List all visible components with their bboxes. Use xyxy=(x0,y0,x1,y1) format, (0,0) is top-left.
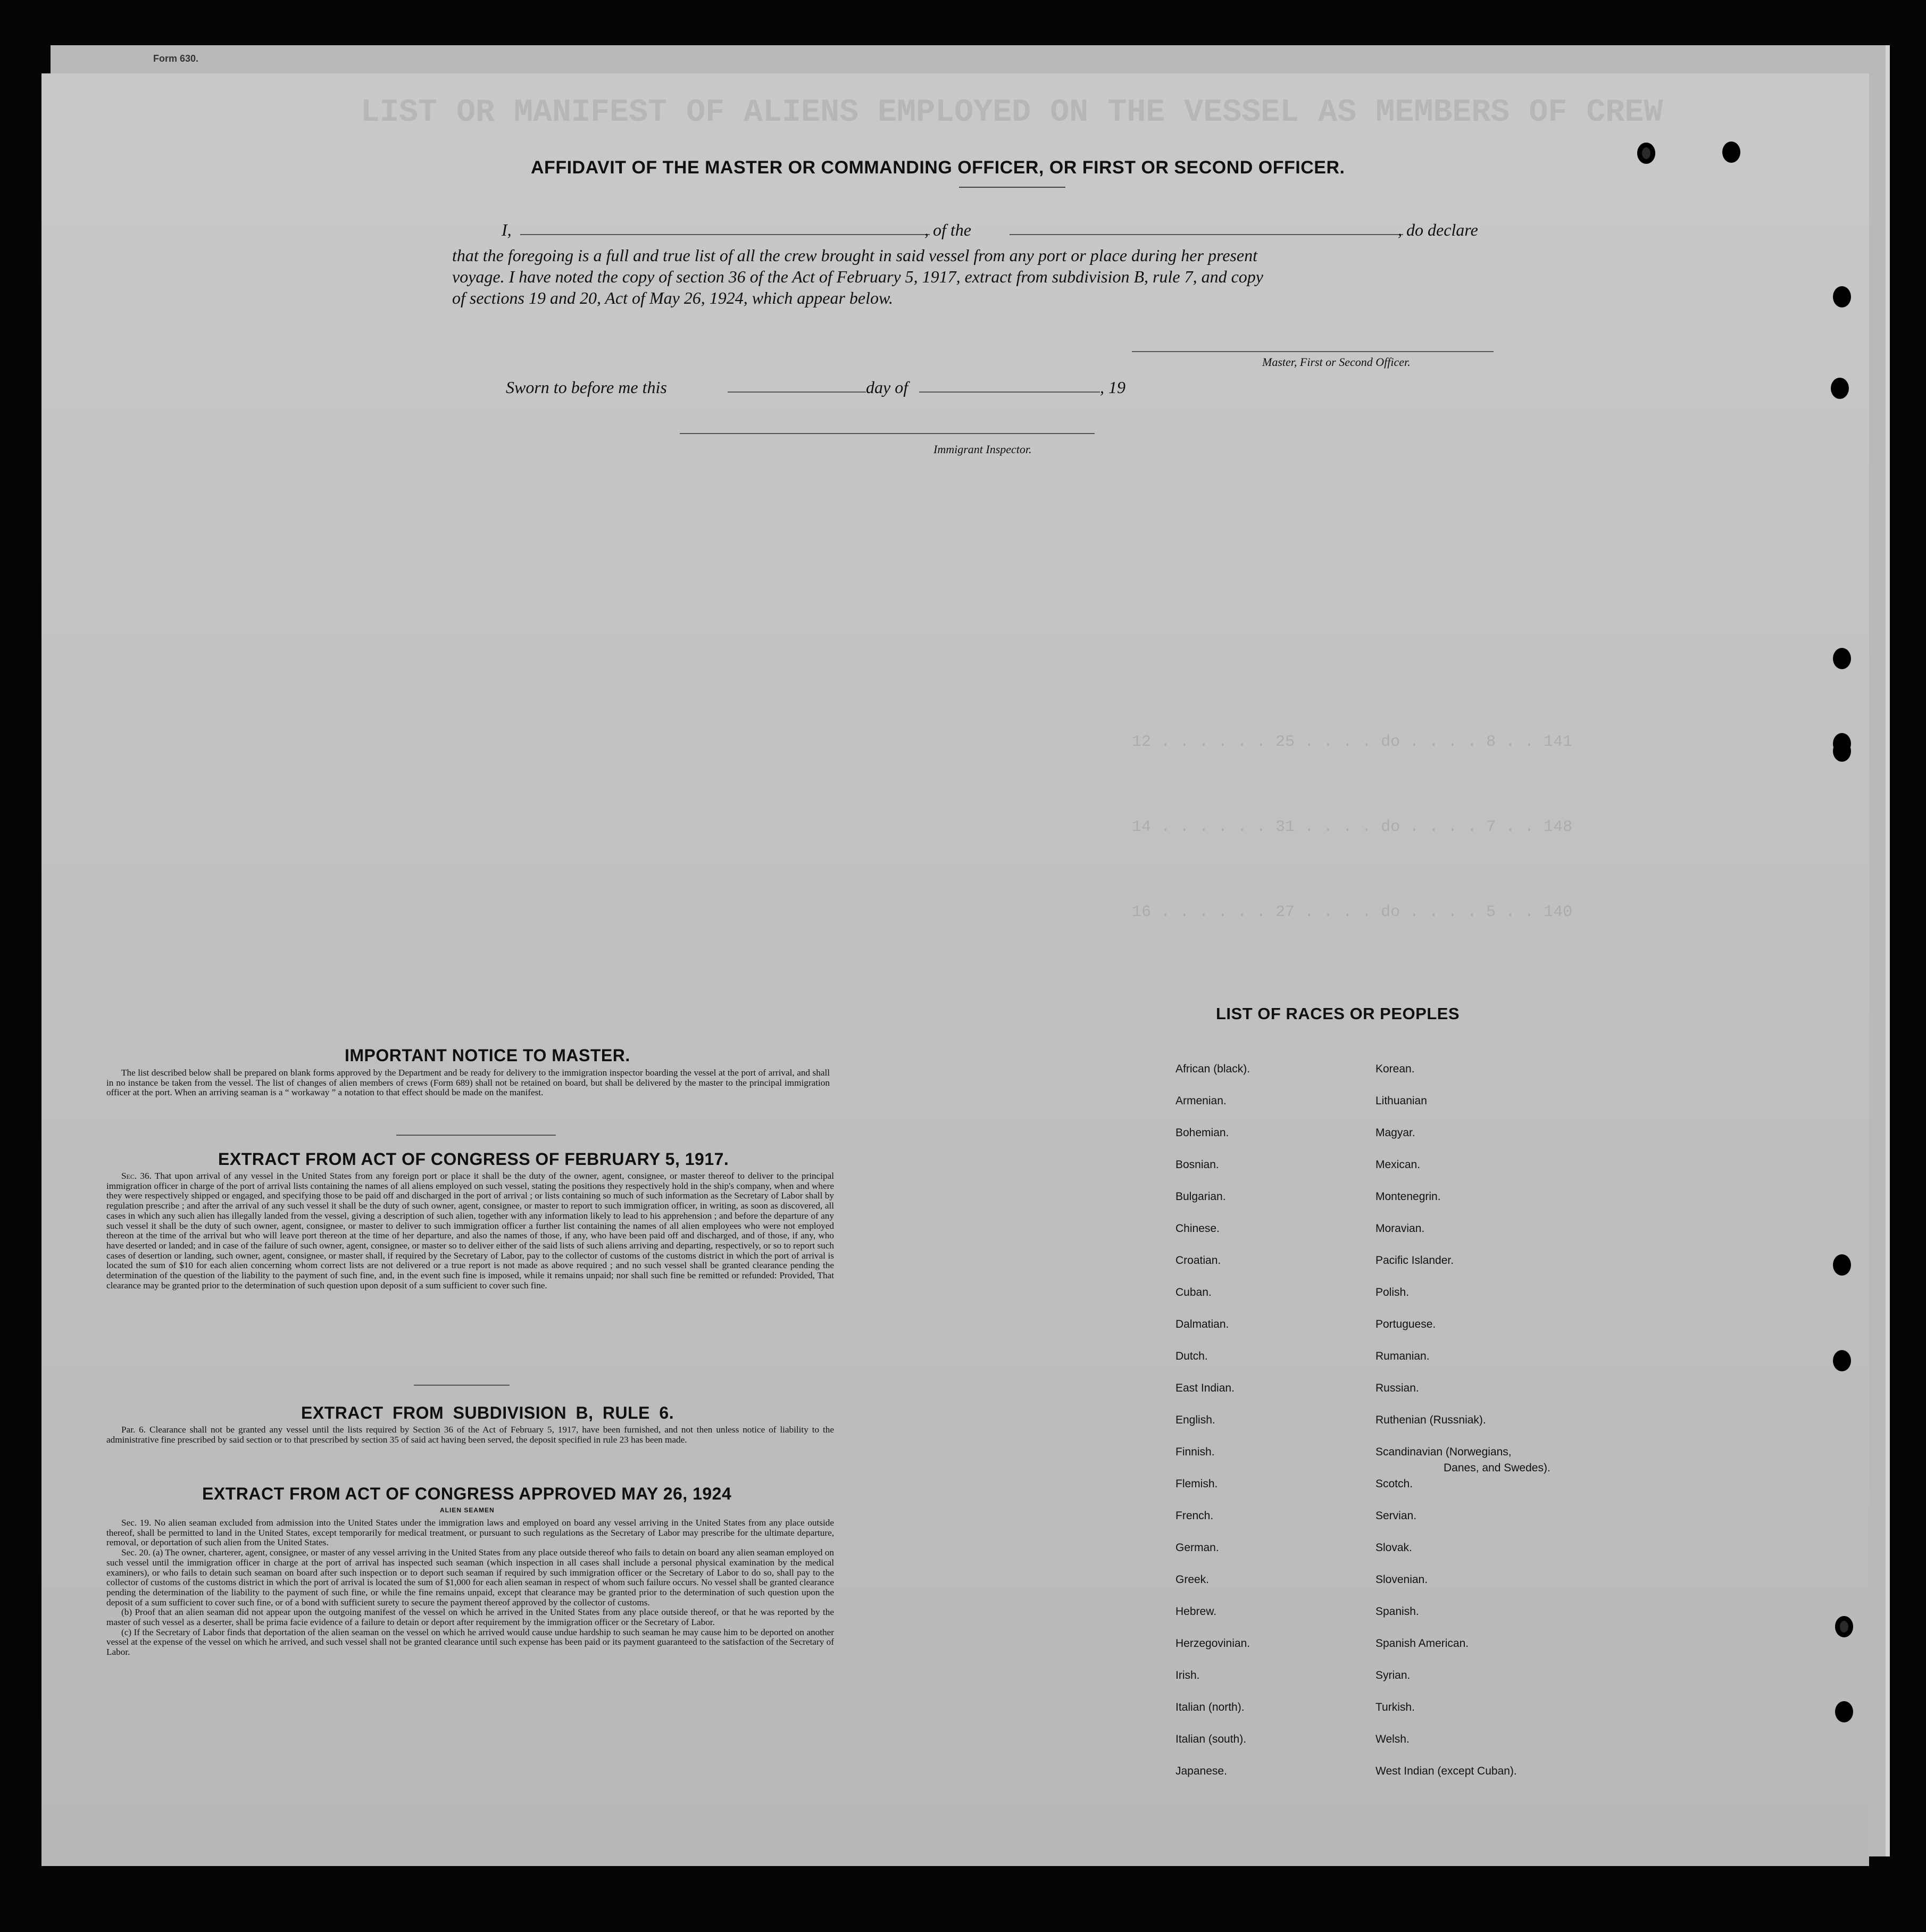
sec-20c-paragraph: (c) If the Secretary of Labor finds that deportation of the alien seaman on the vessel on which he arrived would cause undue hardship to such seaman he may cause him to be deported on another vessel at the expense of the vessel on which he arrived, and such vessel shall not be granted clearance until such expense has been paid or its payment guaranteed to the satisfaction of the Secretary of Labor. xyxy=(106,1627,834,1658)
sworn-label: Sworn to before me this xyxy=(506,378,667,397)
race-item: Chinese. xyxy=(1175,1222,1220,1235)
race-item: Slovak. xyxy=(1375,1542,1412,1554)
race-item: Lithuanian xyxy=(1375,1095,1427,1107)
extract-1917-title: EXTRACT FROM ACT OF CONGRESS OF FEBRUARY 5, 1917. xyxy=(218,1150,729,1169)
inspector-label: Immigrant Inspector. xyxy=(933,443,1032,456)
race-item: Dalmatian. xyxy=(1175,1318,1229,1330)
bleed-through-row: 12 . . . . . . 25 . . . . do . . . . 8 . . 141 xyxy=(1132,733,1573,751)
race-item: English. xyxy=(1175,1414,1215,1426)
extract-1924-text xyxy=(106,1518,834,1658)
rule-6-paragraph: Par. 6. Clearance shall not be granted any vessel until the lists required by Section 36 of the Act of February 5, 1917, have been furnished, and not then unless notice of liability to the administrative fine prescribed by said section or to that prescribed by section 35 of said act having been served, the deposit specified in rule 23 has been made. xyxy=(106,1425,834,1445)
notice-text xyxy=(106,1068,830,1098)
race-item: Korean. xyxy=(1375,1063,1415,1075)
race-item: Russian. xyxy=(1375,1382,1419,1394)
master-signature-line[interactable] xyxy=(1132,351,1494,352)
race-item: Servian. xyxy=(1375,1510,1417,1522)
race-item: Scotch. xyxy=(1375,1478,1413,1490)
race-item: Polish. xyxy=(1375,1286,1410,1298)
binding-hole xyxy=(1835,1616,1853,1637)
race-item: Spanish. xyxy=(1375,1605,1419,1618)
bleed-through-row: 16 . . . . . . 27 . . . . do . . . . 5 . . 140 xyxy=(1132,903,1573,921)
race-item: Syrian. xyxy=(1375,1669,1411,1681)
race-item: Italian (north). xyxy=(1175,1701,1245,1713)
master-label: Master, First or Second Officer. xyxy=(1262,355,1411,369)
race-item: Cuban. xyxy=(1175,1286,1212,1298)
name-blank[interactable] xyxy=(520,234,930,235)
affidavit-paragraph-line1: that the foregoing is a full and true list of all the crew brought in said vessel from any port or place during her present xyxy=(452,246,1257,265)
binding-hole xyxy=(1833,740,1851,762)
race-item: Bulgarian. xyxy=(1175,1190,1226,1203)
i-label: I, xyxy=(502,220,512,239)
bleed-through-row: 14 . . . . . . 31 . . . . do . . . . 7 . . 148 xyxy=(1132,818,1573,836)
sec-20a-paragraph: Sec. 20. (a) The owner, charterer, agent, consignee, or master of any vessel arriving in the United States from any place outside thereof who fails to detain on board any alien seaman employed on such vessel until the immigration officer in charge at the port of arrival has inspected such seaman (which inspection in all cases shall include a personal physical examination by the medical examiners), or who fails to detain such seaman on board after such inspection or to deport such seaman if required by such immigration officer or the Secretary of Labor to do so, shall pay to the collector of customs of the customs district in which the port of arrival is located the sum of $1,000 for each alien seaman in respect of whom such failure occurs. No vessel shall be granted clearance pending the determination of the liability to the payment of such fine, or while the fine remains unpaid, except that clearance may be granted prior to the determination of such question upon the deposit of a sum sufficient to cover such fine, or of a bond with sufficient surety to secure the payment thereof approved by the collector of customs. xyxy=(106,1547,834,1608)
binding-hole xyxy=(1833,1350,1851,1371)
races-title: LIST OF RACES OR PEOPLES xyxy=(1216,1004,1460,1023)
bleed-through-header: LIST OR MANIFEST OF ALIENS EMPLOYED ON THE VESSEL AS MEMBERS OF CREW xyxy=(361,95,1663,131)
race-item: German. xyxy=(1175,1542,1219,1554)
notice-title: IMPORTANT NOTICE TO MASTER. xyxy=(345,1046,630,1065)
race-item: Moravian. xyxy=(1375,1222,1425,1235)
affidavit-line-i xyxy=(502,220,512,240)
race-item: Croatian. xyxy=(1175,1254,1221,1267)
title-rule xyxy=(959,187,1065,188)
race-item: Finnish. xyxy=(1175,1446,1215,1458)
binding-hole xyxy=(1835,1701,1853,1722)
race-item: African (black). xyxy=(1175,1063,1250,1075)
section-rule xyxy=(414,1385,510,1386)
race-item: Flemish. xyxy=(1175,1478,1218,1490)
race-item: Montenegrin. xyxy=(1375,1190,1441,1203)
form-number: Form 630. xyxy=(153,53,199,64)
race-item: Italian (south). xyxy=(1175,1733,1247,1745)
race-item: Scandinavian (Norwegians, xyxy=(1375,1446,1512,1458)
section-rule xyxy=(396,1135,556,1136)
race-item: Spanish American. xyxy=(1375,1637,1469,1650)
binding-hole xyxy=(1637,143,1655,164)
race-item: Welsh. xyxy=(1375,1733,1410,1745)
sec-36-text: That upon arrival of any vessel in the United States from any foreign port or place it shall be the duty of the owner, agent, consignee, or master thereof to deliver to the principal immigration officer in charge of the port of arrival lists containing the names of all aliens employed on such vessel, stating the positions they respectively hold in the ship's company, when and where they were respectively shipped or engaged, and specifying those to be paid off and discharged in the port of arrival ; or lists containing so much of such information as the Secretary of Labor shall by regulation prescribe ; and after the arrival of any such vessel it shall be the duty of such owner, agent, consignee, or master to report to such immigration officer, in writing, as soon as discovered, all cases in which any such alien has illegally landed from the vessel, giving a description of such alien, together with any information likely to lead to his apprehension ; and before the departure of any such vessel it shall be the duty of such owner, agent, consignee, or master to deliver to such immigration officer a further list containing the names of all alien employees who were not employed thereon at the time of the arrival but who will leave port thereon at the time of her departure, and also the names of those, if any, who have been paid off and discharged, and of those, if any, who have deserted or landed; and in case of the failure of such owner, agent, consignee, or master so to deliver either of the said lists of such aliens arriving and departing, respectively, or so to report such cases of desertion or landing, such owner, agent, consignee, or master shall, if required by the Secretary of Labor, pay to the collector of customs of the customs district in which the port of arrival is located the sum of $10 for each alien concerning whom correct lists are not delivered or a true report is not made as above required ; and no such vessel shall be granted clearance pending the determination of the question of the liability to the payment of such fine, and, in the event such fine is imposed, while it remains unpaid; nor shall such fine be remitted or refunded: Provided, That clearance may be granted prior to the determination of such question upon deposit of a sum sufficient to cover such fine. xyxy=(106,1171,834,1290)
notice-paragraph: The list described below shall be prepared on blank forms approved by the Department and be ready for delivery to the immigration inspector boarding the vessel at the port of arrival, and shall in no instance be taken from the vessel. The list of changes of alien members of crews (Form 689) shall not be retained on board, but shall be delivered by the master to the principal immigration officer at the port. When an arriving seaman is a “ workaway ” a notation to that effect should be made on the manifest. xyxy=(106,1068,830,1098)
race-item: French. xyxy=(1175,1510,1214,1522)
race-item: Hebrew. xyxy=(1175,1605,1217,1618)
race-item: Slovenian. xyxy=(1375,1573,1428,1586)
day-of-label: day of xyxy=(866,378,908,397)
race-item: Pacific Islander. xyxy=(1375,1254,1454,1267)
binding-hole xyxy=(1833,286,1851,307)
sec-20b-paragraph: (b) Proof that an alien seaman did not appear upon the outgoing manifest of the vessel on which he arrived in the United States from any place outside thereof, or that he was reported by the master of such vessel as a deserter, shall be prima facie evidence of a failure to detain or deport after requirement by the immigration officer or the Secretary of Labor. xyxy=(106,1607,834,1628)
sworn-month-blank[interactable] xyxy=(919,392,1100,393)
binding-hole xyxy=(1722,141,1740,163)
race-item: Armenian. xyxy=(1175,1095,1227,1107)
race-item: Herzegovinian. xyxy=(1175,1637,1250,1650)
sec-36-label: Sec. 36. xyxy=(121,1171,152,1181)
rule-6-title: EXTRACT FROM SUBDIVISION B, RULE 6. xyxy=(301,1403,674,1422)
race-item: Japanese. xyxy=(1175,1765,1227,1777)
extract-1917-text xyxy=(106,1171,834,1290)
sworn-day-blank[interactable] xyxy=(728,392,866,393)
alien-seamen-subtitle: ALIEN SEAMEN xyxy=(440,1506,495,1514)
extract-1917-paragraph xyxy=(106,1171,834,1290)
inspector-signature-line[interactable] xyxy=(680,433,1095,434)
race-item: Mexican. xyxy=(1375,1159,1421,1171)
manifest-page xyxy=(41,53,1869,1866)
affidavit-paragraph-line2: voyage. I have noted the copy of section 36 of the Act of February 5, 1917, extract from subdivision B, rule 7, and copy xyxy=(452,267,1263,286)
race-item: Portuguese. xyxy=(1375,1318,1436,1330)
year-label: , 19 xyxy=(1100,378,1125,397)
affidavit-paragraph-line3: of sections 19 and 20, Act of May 26, 1924, which appear below. xyxy=(452,288,893,307)
race-item: Bohemian. xyxy=(1175,1127,1229,1139)
race-item: Turkish. xyxy=(1375,1701,1415,1713)
race-item: Dutch. xyxy=(1175,1350,1208,1362)
race-item: East Indian. xyxy=(1175,1382,1235,1394)
sec-19-paragraph: Sec. 19. No alien seaman excluded from admission into the United States under the immigration laws and employed on board any vessel arriving in the United States from any place outside thereof, shall be permitted to land in the United States, except temporarily for medical treatment, or pursuant to such regulations as the Secretary of Labor may prescribe for the ultimate departure, removal, or deportation of such alien from the United States. xyxy=(106,1518,834,1548)
race-item: Greek. xyxy=(1175,1573,1210,1586)
race-item: Irish. xyxy=(1175,1669,1200,1681)
binding-hole xyxy=(1831,378,1849,399)
extract-1924-title: EXTRACT FROM ACT OF CONGRESS APPROVED MAY 26, 1924 xyxy=(202,1484,732,1503)
race-item: Bosnian. xyxy=(1175,1159,1219,1171)
affidavit-title: AFFIDAVIT OF THE MASTER OR COMMANDING OFFICER, OR FIRST OR SECOND OFFICER. xyxy=(531,157,1345,178)
race-item-continuation: Danes, and Swedes). xyxy=(1444,1462,1550,1474)
race-item: Magyar. xyxy=(1375,1127,1415,1139)
binding-hole xyxy=(1833,1254,1851,1276)
do-declare-label: , do declare xyxy=(1398,220,1478,239)
race-item: West Indian (except Cuban). xyxy=(1375,1765,1517,1777)
vessel-blank[interactable] xyxy=(1010,234,1403,235)
rule-6-text xyxy=(106,1425,834,1445)
race-item: Ruthenian (Russniak). xyxy=(1375,1414,1486,1426)
of-the-label: , of the xyxy=(924,220,971,239)
race-item: Rumanian. xyxy=(1375,1350,1430,1362)
binding-hole xyxy=(1833,648,1851,669)
